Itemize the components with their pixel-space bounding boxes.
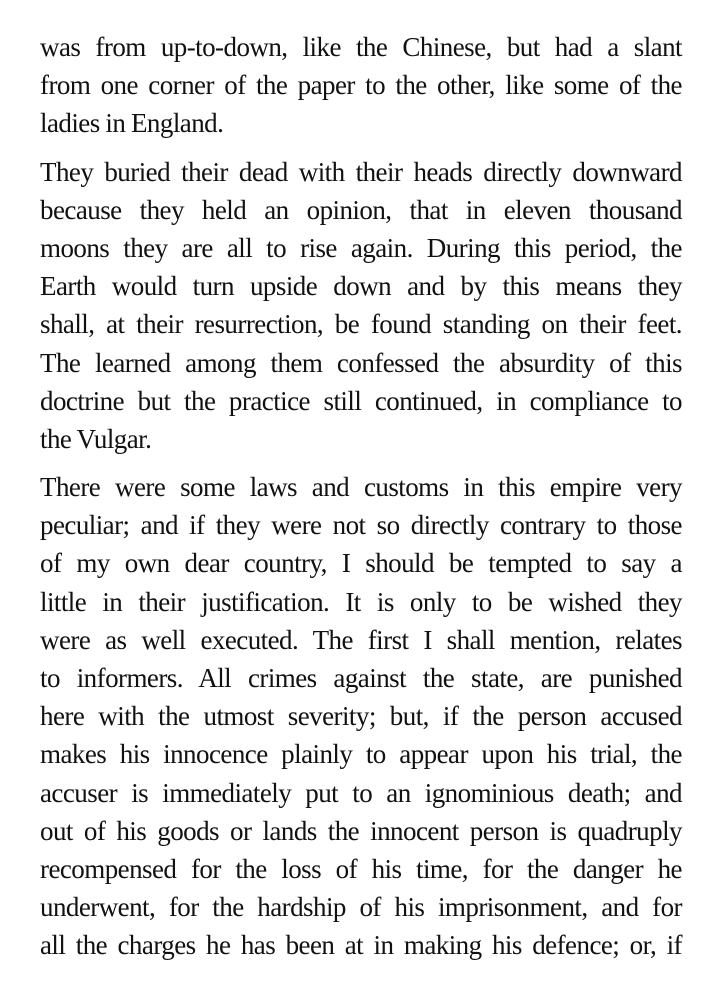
text-line: all the charges he has been at in making his defence; or, if bbox=[40, 930, 682, 961]
paragraph-3 bbox=[40, 468, 682, 964]
text-line: underwent, for the hardship of his imprisonment, and for bbox=[40, 892, 682, 923]
text-line: little in their justification. It is only to be wished they bbox=[40, 586, 682, 617]
text-line: accuser is immediately put to an ignominious death; and bbox=[40, 777, 682, 808]
text-line: Earth would turn upside down and by this means they bbox=[40, 271, 682, 302]
document-page bbox=[40, 28, 682, 975]
text-line: of my own dear country, I should be tempted to say a bbox=[40, 548, 682, 579]
text-line: because they held an opinion, that in eleven thousand bbox=[40, 194, 682, 225]
text-line: were as well executed. The first I shall mention, relates bbox=[40, 624, 682, 655]
paragraph-1 bbox=[40, 28, 682, 143]
text-line: here with the utmost severity; but, if the person accused bbox=[40, 701, 682, 732]
text-line: moons they are all to rise again. During this period, the bbox=[40, 232, 682, 263]
text-line: The learned among them confessed the absurdity of this bbox=[40, 347, 682, 378]
text-line: ladies in England. bbox=[40, 108, 224, 139]
text-line: to informers. All crimes against the state, are punished bbox=[40, 663, 682, 693]
text-line: from one corner of the paper to the other, like some of the bbox=[40, 70, 682, 101]
text-line: doctrine but the practice still continued, in compliance to bbox=[40, 385, 682, 416]
text-line: makes his innocence plainly to appear upon his trial, the bbox=[40, 739, 682, 770]
text-line: There were some laws and customs in this empire very bbox=[40, 472, 682, 503]
text-line: shall, at their resurrection, be found standing on their feet. bbox=[40, 309, 682, 340]
text-line: the Vulgar. bbox=[40, 423, 152, 454]
text-line: recompensed for the loss of his time, for the danger he bbox=[40, 853, 682, 884]
text-line: was from up-to-down, like the Chinese, but had a slant bbox=[40, 32, 682, 62]
text-line: out of his goods or lands the innocent person is quadruply bbox=[40, 815, 682, 846]
text-line: They buried their dead with their heads directly downward bbox=[40, 156, 682, 187]
paragraph-2 bbox=[40, 153, 682, 459]
text-line: peculiar; and if they were not so directly contrary to those bbox=[40, 510, 682, 541]
